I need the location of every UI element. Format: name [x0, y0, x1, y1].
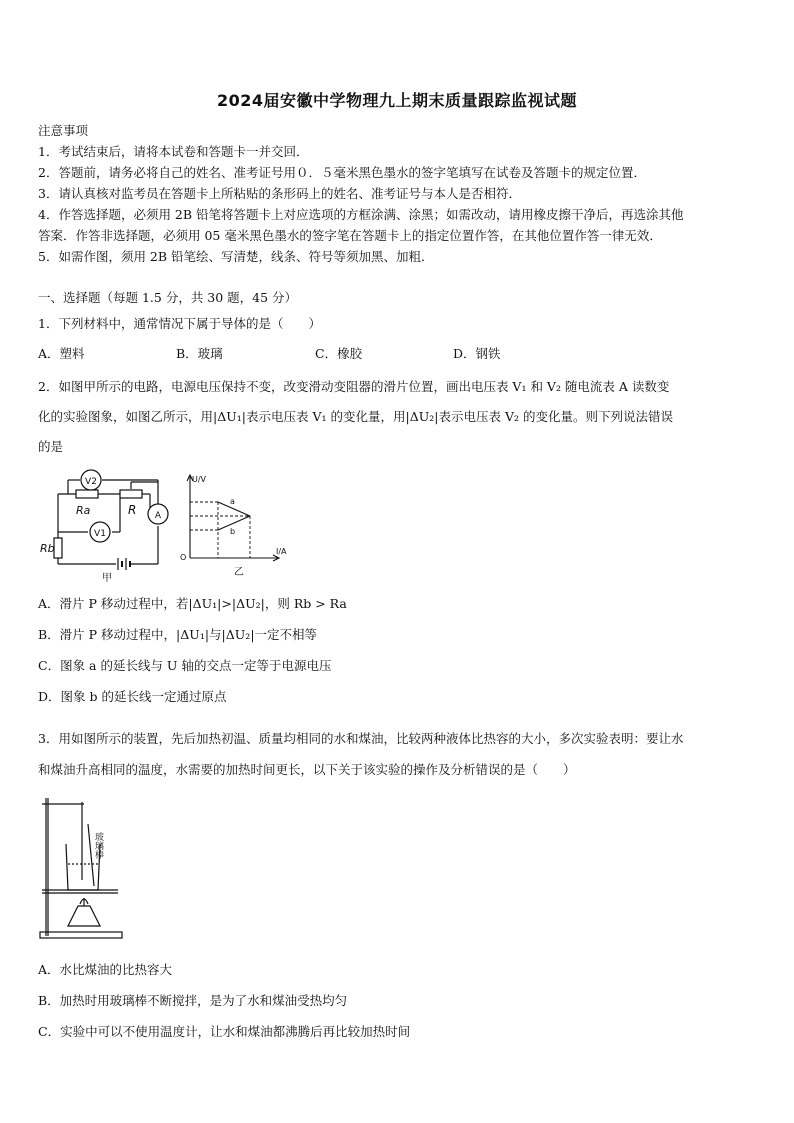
- heating-apparatus-figure: [38, 794, 128, 944]
- q1-option-c: C．橡胶: [315, 346, 363, 361]
- question-1-stem: 1．下列材料中，通常情况下属于导体的是（ ）: [38, 316, 321, 331]
- question-2-line1: 2．如图甲所示的电路，电源电压保持不变，改变滑动变阻器的滑片位置，画出电压表 V₁ 和 V₂ 随电流表 A 读数变: [38, 379, 670, 394]
- q2-option-a: A．滑片 P 移动过程中，若|ΔU₁|>|ΔU₂|，则 Rb > Ra: [38, 596, 347, 611]
- line-b-label: b: [230, 527, 236, 536]
- question-2-line3: 的是: [38, 439, 64, 454]
- notice-item: 1．考试结束后，请将本试卷和答题卡一并交回．: [38, 144, 309, 159]
- q2-option-c: C．图象 a 的延长线与 U 轴的交点一定等于电源电压: [38, 658, 332, 673]
- question-3-line2: 和煤油升高相同的温度，水需要的加热时间更长，以下关于该实验的操作及分析错误的是（ ）: [38, 762, 576, 777]
- q1-option-b: B．玻璃: [176, 346, 223, 361]
- x-axis-label: I/A: [276, 547, 287, 556]
- circuit-caption: 甲: [102, 573, 112, 584]
- q3-option-c: C．实验中可以不使用温度计，让水和煤油都沸腾后再比较加热时间: [38, 1024, 411, 1039]
- notice-item: 答案．作答非选择题，必须用 05 毫米黑色墨水的签字笔在答题卡上的指定位置作答，在其他位置作答一律无效．: [38, 228, 662, 243]
- u-i-graph: [178, 472, 294, 580]
- rb-label: Rb: [40, 542, 55, 555]
- question-2-line2: 化的实验图象，如图乙所示，用|ΔU₁|表示电压表 V₁ 的变化量，用|ΔU₂|表示电压表 V₂ 的变化量。则下列说法错误: [38, 409, 673, 424]
- q1-option-d: D．钢铁: [453, 346, 501, 361]
- glass-rod-label: 玻璃棒: [93, 832, 103, 859]
- graph-caption: 乙: [234, 567, 244, 578]
- circuit-diagram: [40, 462, 180, 586]
- v1-label: V1: [94, 529, 106, 539]
- notice-heading: 注意事项: [38, 123, 89, 138]
- q3-option-a: A．水比煤油的比热容大: [38, 962, 173, 977]
- q2-option-d: D．图象 b 的延长线一定通过原点: [38, 689, 227, 704]
- r-label: R: [128, 503, 137, 517]
- notice-item: 3．请认真核对监考员在答题卡上所粘贴的条形码上的姓名、准考证号与本人是否相符．: [38, 186, 521, 201]
- notice-item: 4．作答选择题，必须用 2B 铅笔将答题卡上对应选项的方框涂满、涂黑；如需改动，请用橡皮擦干净后，再选涂其他: [38, 207, 684, 222]
- q1-option-a: A．塑料: [38, 346, 85, 361]
- page-title: 2024届安徽中学物理九上期末质量跟踪监视试题: [216, 91, 578, 110]
- line-a-label: a: [230, 497, 235, 506]
- question-3-line1: 3．用如图所示的装置，先后加热初温、质量均相同的水和煤油，比较两种液体比热容的大小，多次实验表明：要让水: [38, 731, 684, 746]
- y-axis-label: U/V: [192, 475, 207, 484]
- q3-option-b: B．加热时用玻璃棒不断搅拌，是为了水和煤油受热均匀: [38, 993, 348, 1008]
- section-heading: 一、选择题（每题 1.5 分，共 30 题，45 分）: [38, 290, 298, 305]
- v2-label: V2: [85, 477, 97, 487]
- ra-label: Ra: [76, 504, 91, 517]
- notice-item: 2．答题前，请务必将自己的姓名、准考证号用０．５毫米黑色墨水的签字笔填写在试卷及答题卡的规定位置．: [38, 165, 646, 180]
- origin-label: O: [180, 553, 187, 562]
- q2-option-b: B．滑片 P 移动过程中，|ΔU₁|与|ΔU₂|一定不相等: [38, 627, 318, 642]
- ammeter-label: A: [154, 511, 162, 521]
- notice-item: 5．如需作图，须用 2B 铅笔绘、写清楚，线条、符号等须加黑、加粗．: [38, 249, 434, 264]
